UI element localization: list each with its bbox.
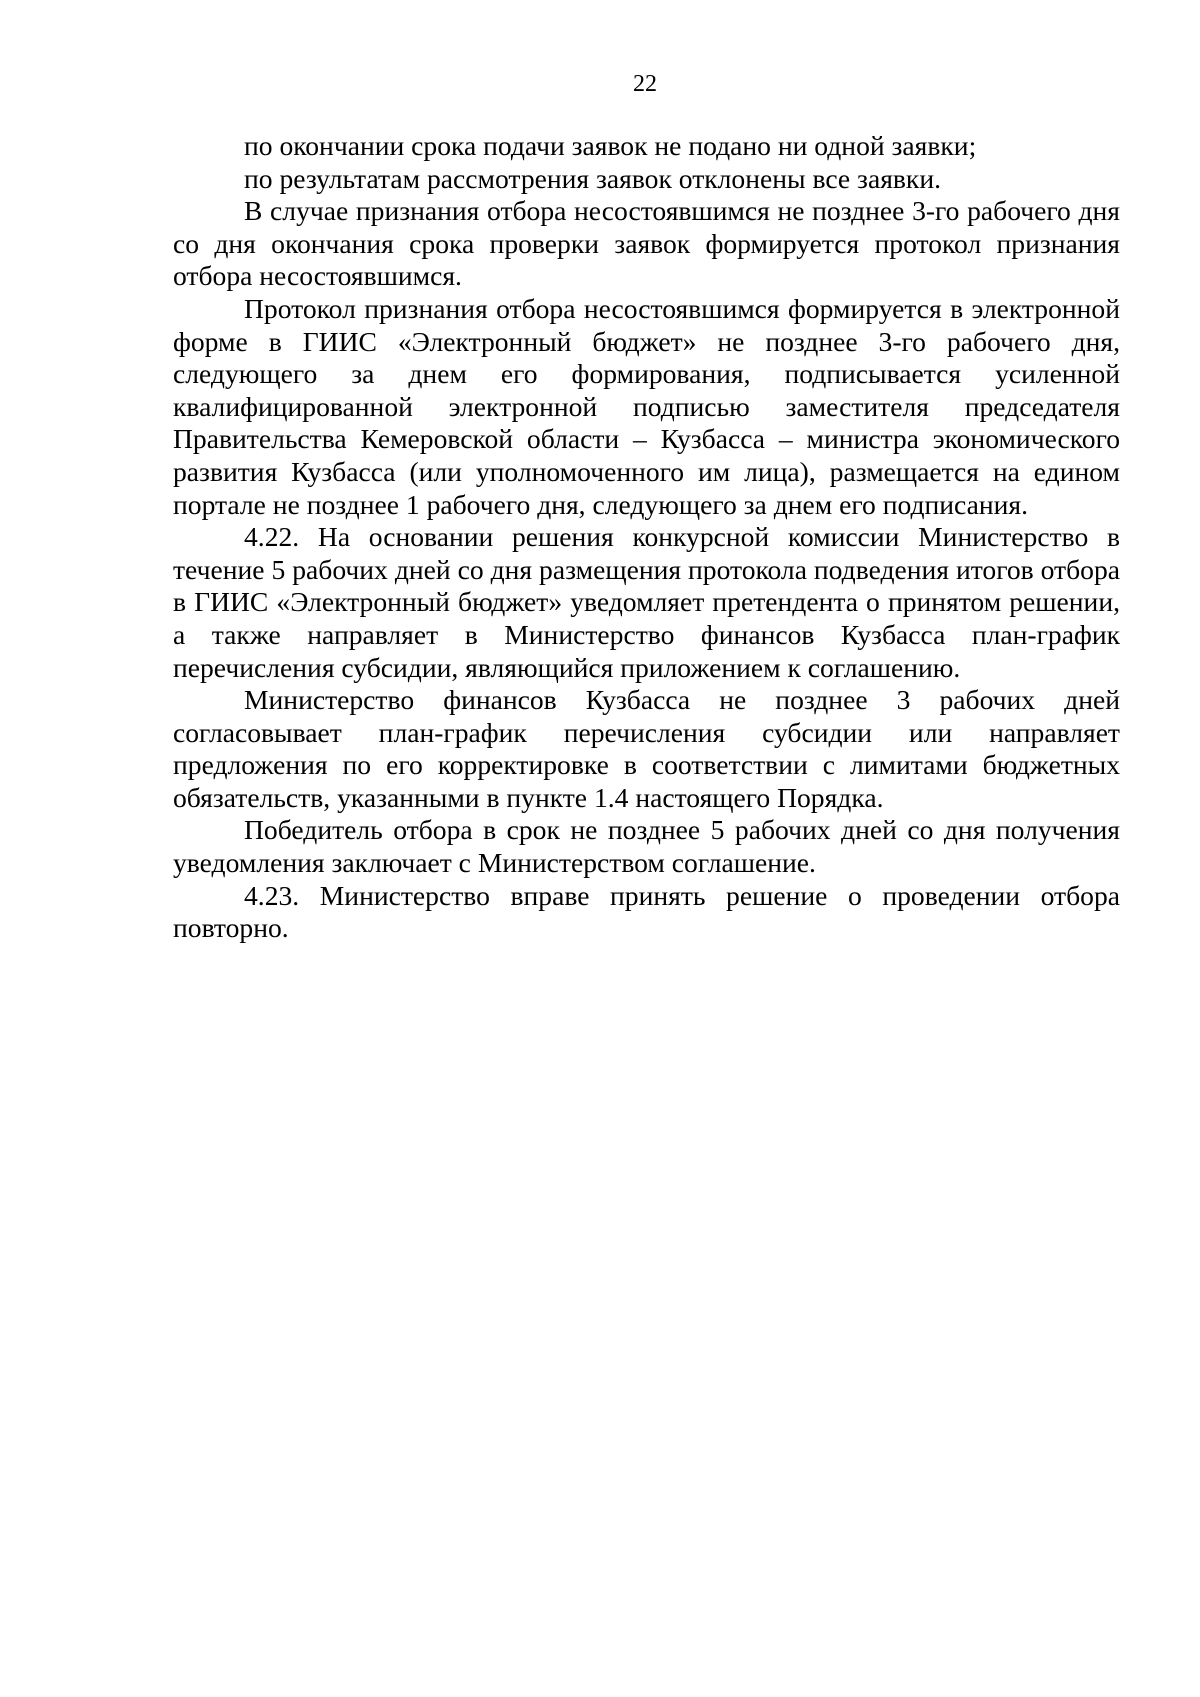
paragraph: В случае признания отбора несостоявшимся не позднее 3-го рабочего дня со дня окончания срока проверки заявок формируется протокол признания отбора несостоявшимся. [173, 195, 1120, 292]
paragraph: 4.22. На основании решения конкурсной комиссии Министерство в течение 5 рабочих дней со дня размещения протокола подведения итогов отбора в ГИИС «Электронный бюджет» уведомляет претендента о принятом решении, а также направляет в Министерство финансов Кузбасса план-график перечисления субсидии, являющийся приложением к соглашению. [173, 521, 1120, 683]
paragraph: Министерство финансов Кузбасса не позднее 3 рабочих дней согласовывает план-график перечисления субсидии или направляет предложения по его корректировке в соответствии с лимитами бюджетных обязательств, указанными в пункте 1.4 настоящего Порядка. [173, 684, 1120, 813]
paragraph: 4.23. Министерство вправе принять решение о проведении отбора повторно. [173, 879, 1120, 944]
paragraph: по результатам рассмотрения заявок отклонены все заявки. [244, 162, 941, 194]
paragraph: по окончании срока подачи заявок не подано ни одной заявки; [244, 130, 977, 161]
paragraph: Победитель отбора в срок не позднее 5 рабочих дней со дня получения уведомления заключает с Министерством соглашение. [173, 814, 1120, 879]
page-number: 22 [633, 71, 657, 97]
paragraph: Протокол признания отбора несостоявшимся формируется в электронной форме в ГИИС «Электронный бюджет» не позднее 3-го рабочего дня, следующего за днем его формирования, подписывается усиленной квалифицированной электронной подписью заместителя председателя Правительства Кемеровской области – Кузбасса – министра экономического развития Кузбасса (или уполномоченного им лица), размещается на едином портале не позднее 1 рабочего дня, следующего за днем его подписания. [173, 292, 1120, 520]
document-body [173, 130, 1120, 945]
